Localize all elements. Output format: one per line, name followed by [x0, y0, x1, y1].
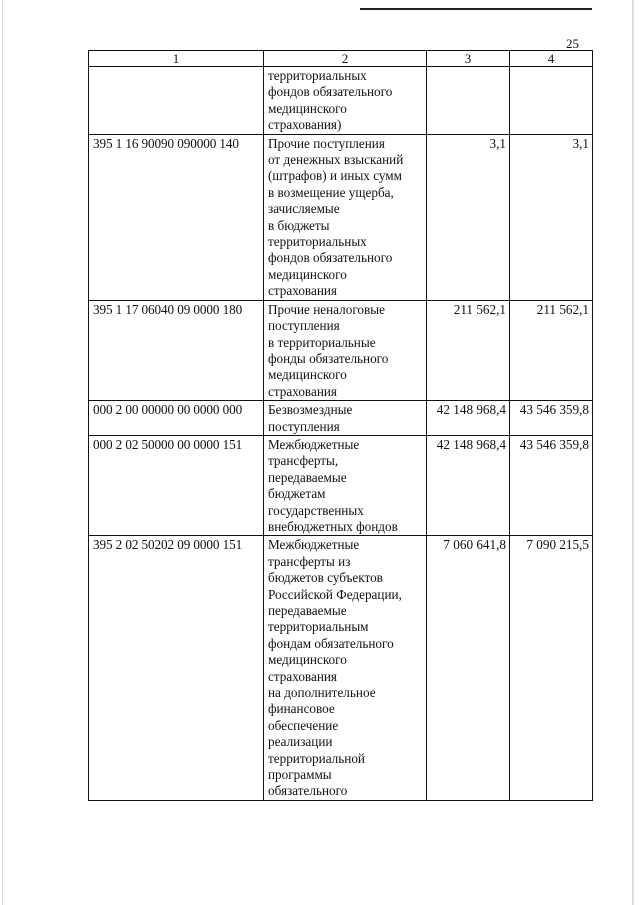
revenue-name-line: зачисляемые — [268, 201, 340, 217]
budget-code-cell: 395 1 17 06040 09 0000 180 — [89, 300, 264, 400]
revenue-name-line: медицинского — [268, 652, 347, 668]
revenue-name-line: поступления — [268, 418, 340, 434]
amount-col-3-cell: 42 148 968,4 — [427, 435, 510, 535]
revenue-name-line: Прочие неналоговые — [268, 301, 385, 317]
table-header-row — [89, 51, 593, 67]
header-col-2: 2 — [264, 51, 427, 67]
revenue-name-line: территориальных — [268, 234, 367, 250]
revenue-name-line: в возмещение ущерба, — [268, 184, 394, 200]
revenue-name-line: обязательного — [268, 783, 348, 799]
revenue-name-line: бюджетам — [268, 486, 326, 502]
revenue-name-cell — [264, 134, 427, 300]
header-col-4: 4 — [510, 51, 593, 67]
revenue-name-line: Безвозмездные — [268, 402, 353, 418]
revenue-name-line: территориальным — [268, 619, 369, 635]
revenue-name-line: внебюджетных фондов — [268, 518, 398, 534]
budget-code-cell — [89, 67, 264, 135]
revenue-name-cell — [264, 435, 427, 535]
amount-col-4-cell — [510, 67, 593, 135]
amount-col-4-cell: 43 546 359,8 — [510, 435, 593, 535]
revenue-name-cell — [264, 300, 427, 400]
revenue-name-line: передаваемые — [268, 603, 347, 618]
revenue-name-line: страхования) — [268, 117, 342, 133]
table-row — [89, 67, 593, 135]
revenue-name-line: фонды обязательного — [268, 350, 389, 366]
header-col-1: 1 — [89, 51, 264, 67]
header-col-3: 3 — [427, 51, 510, 67]
revenue-name-line: страхования — [268, 283, 337, 299]
budget-code-cell: 000 2 02 50000 00 0000 151 — [89, 435, 264, 535]
amount-col-3-cell — [427, 67, 510, 135]
revenue-name-cell — [264, 401, 427, 436]
amount-col-4-cell: 43 546 359,8 — [510, 401, 593, 436]
revenue-name-line: территориальных — [268, 68, 367, 83]
revenue-name-line: Российской Федерации, — [268, 586, 402, 602]
amount-col-4-cell: 211 562,1 — [510, 300, 593, 400]
amount-col-3-cell: 7 060 641,8 — [427, 536, 510, 801]
revenue-name-line: в территориальные — [268, 334, 376, 350]
revenue-name-line: фондов обязательного — [268, 84, 393, 100]
table-row — [89, 536, 593, 801]
revenue-name-line: (штрафов) и иных сумм — [268, 168, 402, 184]
amount-col-3-cell: 3,1 — [427, 134, 510, 300]
revenue-name-line: медицинского — [268, 266, 347, 282]
table-row — [89, 134, 593, 300]
amount-col-3-cell: 211 562,1 — [427, 300, 510, 400]
revenue-name-line: трансферты, — [268, 453, 339, 469]
revenue-name-line: на дополнительное — [268, 685, 376, 701]
revenue-name-line: фондов обязательного — [268, 250, 393, 266]
page-number: 25 — [566, 36, 579, 51]
revenue-name-line: программы — [268, 767, 332, 783]
revenue-table — [88, 50, 593, 801]
scan-left-edge — [2, 0, 3, 905]
revenue-name-line: медицинского — [268, 100, 347, 116]
revenue-name-line: медицинского — [268, 367, 347, 383]
revenue-name-line: бюджетов субъектов — [268, 570, 383, 586]
amount-col-4-cell: 3,1 — [510, 134, 593, 300]
revenue-name-line: передаваемые — [268, 469, 347, 485]
budget-code-cell: 395 1 16 90090 090000 140 — [89, 134, 264, 300]
revenue-name-line: реализации — [268, 734, 333, 750]
revenue-name-line: страхования — [268, 383, 337, 399]
table-row — [89, 300, 593, 400]
revenue-name-line: обеспечение — [268, 717, 339, 733]
scan-right-edge — [632, 0, 634, 905]
revenue-name-line: территориальной — [268, 750, 365, 766]
budget-code-cell: 000 2 00 00000 00 0000 000 — [89, 401, 264, 436]
revenue-name-line: финансовое — [268, 701, 335, 717]
revenue-name-line: от денежных взысканий — [268, 152, 404, 168]
revenue-name-line: поступления — [268, 318, 340, 334]
revenue-name-line: в бюджеты — [268, 217, 330, 233]
revenue-name-line: трансферты из — [268, 553, 351, 569]
budget-code-cell: 395 2 02 50202 09 0000 151 — [89, 536, 264, 801]
revenue-name-line: страхования — [268, 668, 337, 684]
table-row — [89, 401, 593, 436]
revenue-name-line: Межбюджетные — [268, 537, 360, 553]
amount-col-3-cell: 42 148 968,4 — [427, 401, 510, 436]
revenue-name-line: государственных — [268, 502, 364, 518]
table-row — [89, 435, 593, 535]
revenue-name-line: Прочие поступления — [268, 135, 385, 151]
revenue-name-cell — [264, 536, 427, 801]
header-rule — [360, 8, 592, 10]
amount-col-4-cell: 7 090 215,5 — [510, 536, 593, 801]
revenue-name-line: Межбюджетные — [268, 436, 360, 452]
revenue-name-cell — [264, 67, 427, 135]
revenue-name-line: фондам обязательного — [268, 635, 394, 651]
